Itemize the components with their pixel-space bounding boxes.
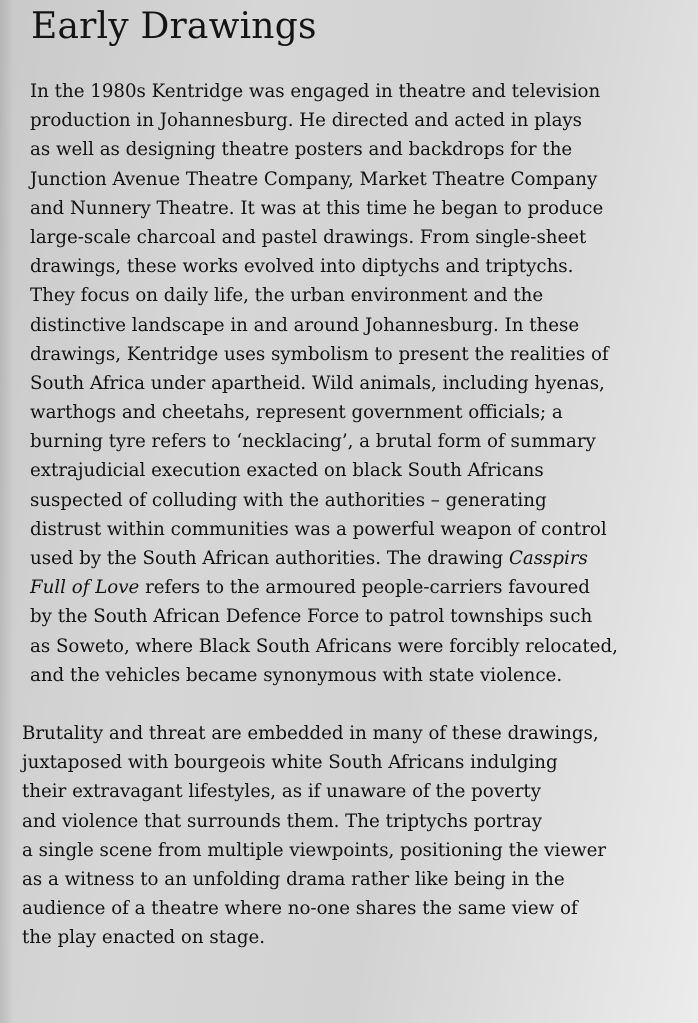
text-line: Brutality and threat are embedded in many of these drawings, bbox=[22, 723, 599, 744]
text-line: and violence that surrounds them. The triptychs portray bbox=[22, 810, 543, 832]
text-line: They focus on daily life, the urban environment and the bbox=[30, 285, 544, 307]
text-line: and Nunnery Theatre. It was at this time he began to produce bbox=[30, 197, 604, 219]
artwork-title-italic: Full of Love bbox=[30, 577, 140, 599]
text-line: as well as designing theatre posters and backdrops for the bbox=[30, 139, 573, 161]
text-line bbox=[30, 573, 618, 602]
text-line: drawings, these works evolved into diptychs and triptychs. bbox=[30, 256, 574, 278]
text-line: by the South African Defence Force to patrol townships such bbox=[30, 606, 593, 628]
text-line: warthogs and cheetahs, represent government officials; a bbox=[30, 402, 563, 424]
text-line: suspected of colluding with the authorities – generating bbox=[30, 489, 547, 511]
paragraph-2 bbox=[22, 719, 606, 953]
text-line: South Africa under apartheid. Wild animals, including hyenas, bbox=[30, 372, 605, 394]
text-line: Junction Avenue Theatre Company, Market Theatre Company bbox=[30, 168, 598, 190]
text-line: production in Johannesburg. He directed and acted in plays bbox=[30, 110, 583, 132]
text-line: their extravagant lifestyles, as if unaware of the poverty bbox=[22, 781, 542, 803]
text-line: distinctive landscape in and around Johannesburg. In these bbox=[30, 314, 580, 336]
page-edge-shadow bbox=[0, 0, 14, 1023]
text-line: drawings, Kentridge uses symbolism to present the realities of bbox=[30, 343, 609, 365]
text-line: burning tyre refers to ‘necklacing’, a brutal form of summary bbox=[30, 431, 596, 453]
text-segment: used by the South African authorities. The drawing bbox=[30, 548, 509, 569]
text-line: the play enacted on stage. bbox=[22, 927, 266, 949]
page-title: Early Drawings bbox=[31, 6, 317, 47]
text-line: extrajudicial execution exacted on black South Africans bbox=[30, 460, 544, 482]
text-line: In the 1980s Kentridge was engaged in theatre and television bbox=[30, 81, 601, 102]
text-line: large-scale charcoal and pastel drawings. From single-sheet bbox=[30, 226, 587, 248]
text-line: as a witness to an unfolding drama rather like being in the bbox=[22, 868, 565, 890]
artwork-title-italic: Casspirs bbox=[508, 548, 588, 569]
text-line: distrust within communities was a powerful weapon of control bbox=[30, 518, 607, 540]
text-line: juxtaposed with bourgeois white South Africans indulging bbox=[22, 752, 558, 774]
text-line bbox=[30, 544, 618, 573]
text-segment: refers to the armoured people-carriers favoured bbox=[139, 577, 590, 599]
text-line: as Soweto, where Black South Africans were forcibly relocated, bbox=[30, 635, 618, 657]
text-line: audience of a theatre where no-one shares the same view of bbox=[22, 898, 578, 920]
text-line: a single scene from multiple viewpoints, positioning the viewer bbox=[22, 839, 607, 861]
text-line: and the vehicles became synonymous with state violence. bbox=[30, 664, 563, 686]
paragraph-1 bbox=[30, 77, 618, 690]
